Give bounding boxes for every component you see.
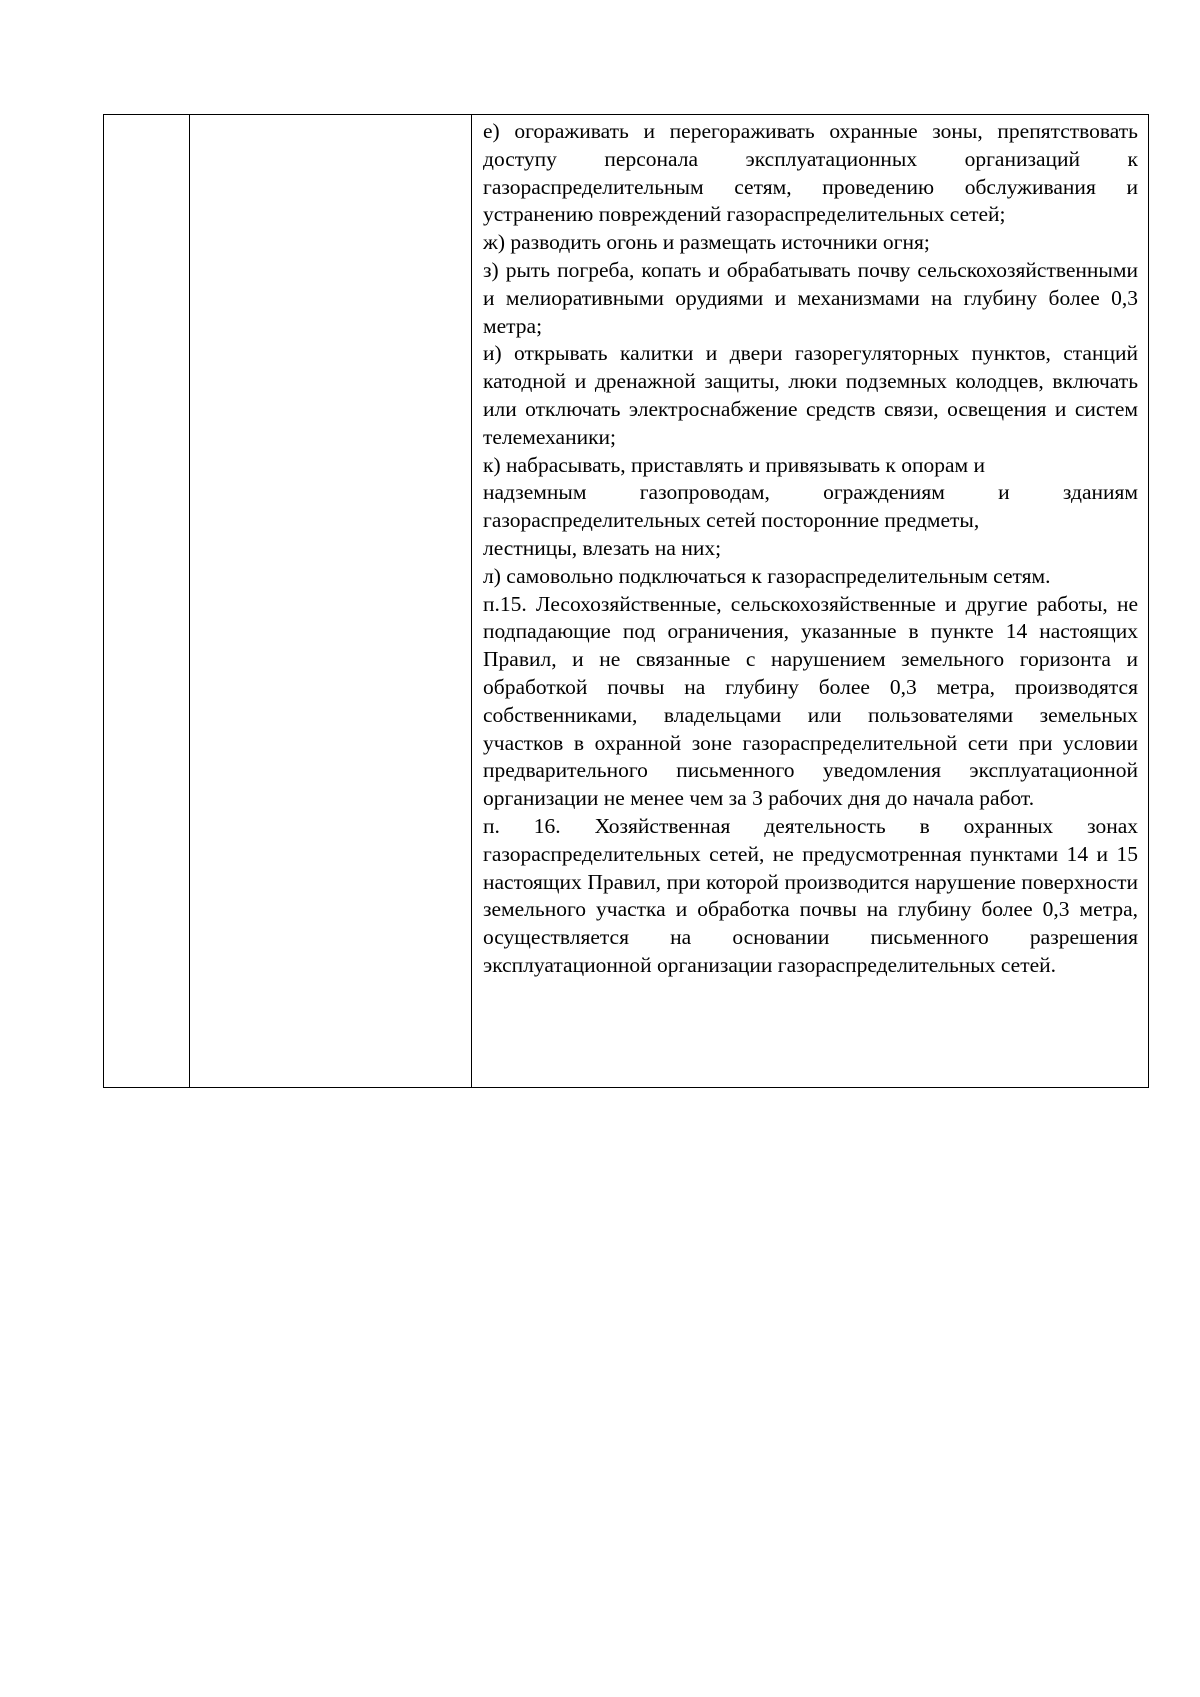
paragraph-item-l: л) самовольно подключаться к газораспределительным сетям. (483, 563, 1051, 588)
paragraph-item-zh: ж) разводить огонь и размещать источники огня; (483, 230, 930, 255)
paragraph-item-i: и) открывать калитки и двери газорегуляторных пунктов, станций катодной и дренажной защиты, люки подземных колодцев, включать или отключать электроснабжение средств связи, освещения и систем телемеханики; (483, 341, 1138, 449)
table-cell-title (190, 115, 472, 1088)
paragraph-clause-15: п.15. Лесохозяйственные, сельскохозяйственные и другие работы, не подпадающие под ограничения, указанные в пункте 14 настоящих Правил, и не связанные с нарушением земельного горизонта и обработкой почвы на глубину более 0,3 метра, производятся собственниками, владельцами или пользователями земельных участков в охранной зоне газораспределительной сети при условии предварительного письменного уведомления эксплуатационной организации не менее чем за 3 рабочих дня до начала работ. (483, 591, 1138, 811)
table-cell-content (472, 115, 1149, 1088)
paragraph-item-e: е) огораживать и перегораживать охранные зоны, препятствовать доступу персонала эксплуатационных организаций к газораспределительным сетям, проведению обслуживания и устранению повреждений газораспределительных сетей; (483, 119, 1138, 227)
paragraph-item-k: к) набрасывать, приставлять и привязывать к опорам и (483, 452, 985, 477)
content-text (472, 115, 1148, 980)
paragraph-item-k-end: лестницы, влезать на них; (483, 535, 722, 560)
table-cell-number (104, 115, 190, 1088)
paragraph-item-z: з) рыть погреба, копать и обрабатывать почву сельскохозяйственными и мелиоративными орудиями и механизмами на глубину более 0,3 метра; (483, 257, 1138, 338)
paragraph-clause-16: п. 16. Хозяйственная деятельность в охранных зонах газораспределительных сетей, не предусмотренная пунктами 14 и 15 настоящих Правил, при которой производится нарушение поверхности земельного участка и обработка почвы на глубину более 0,3 метра, осуществляется на основании письменного разрешения эксплуатационной организации газораспределительных сетей. (483, 813, 1138, 977)
table-row (104, 115, 1149, 1088)
paragraph-item-k-continued: надземным газопроводам, ограждениям и зданиям газораспределительных сетей посторонние предметы, (483, 480, 1138, 533)
document-table (103, 114, 1149, 1088)
